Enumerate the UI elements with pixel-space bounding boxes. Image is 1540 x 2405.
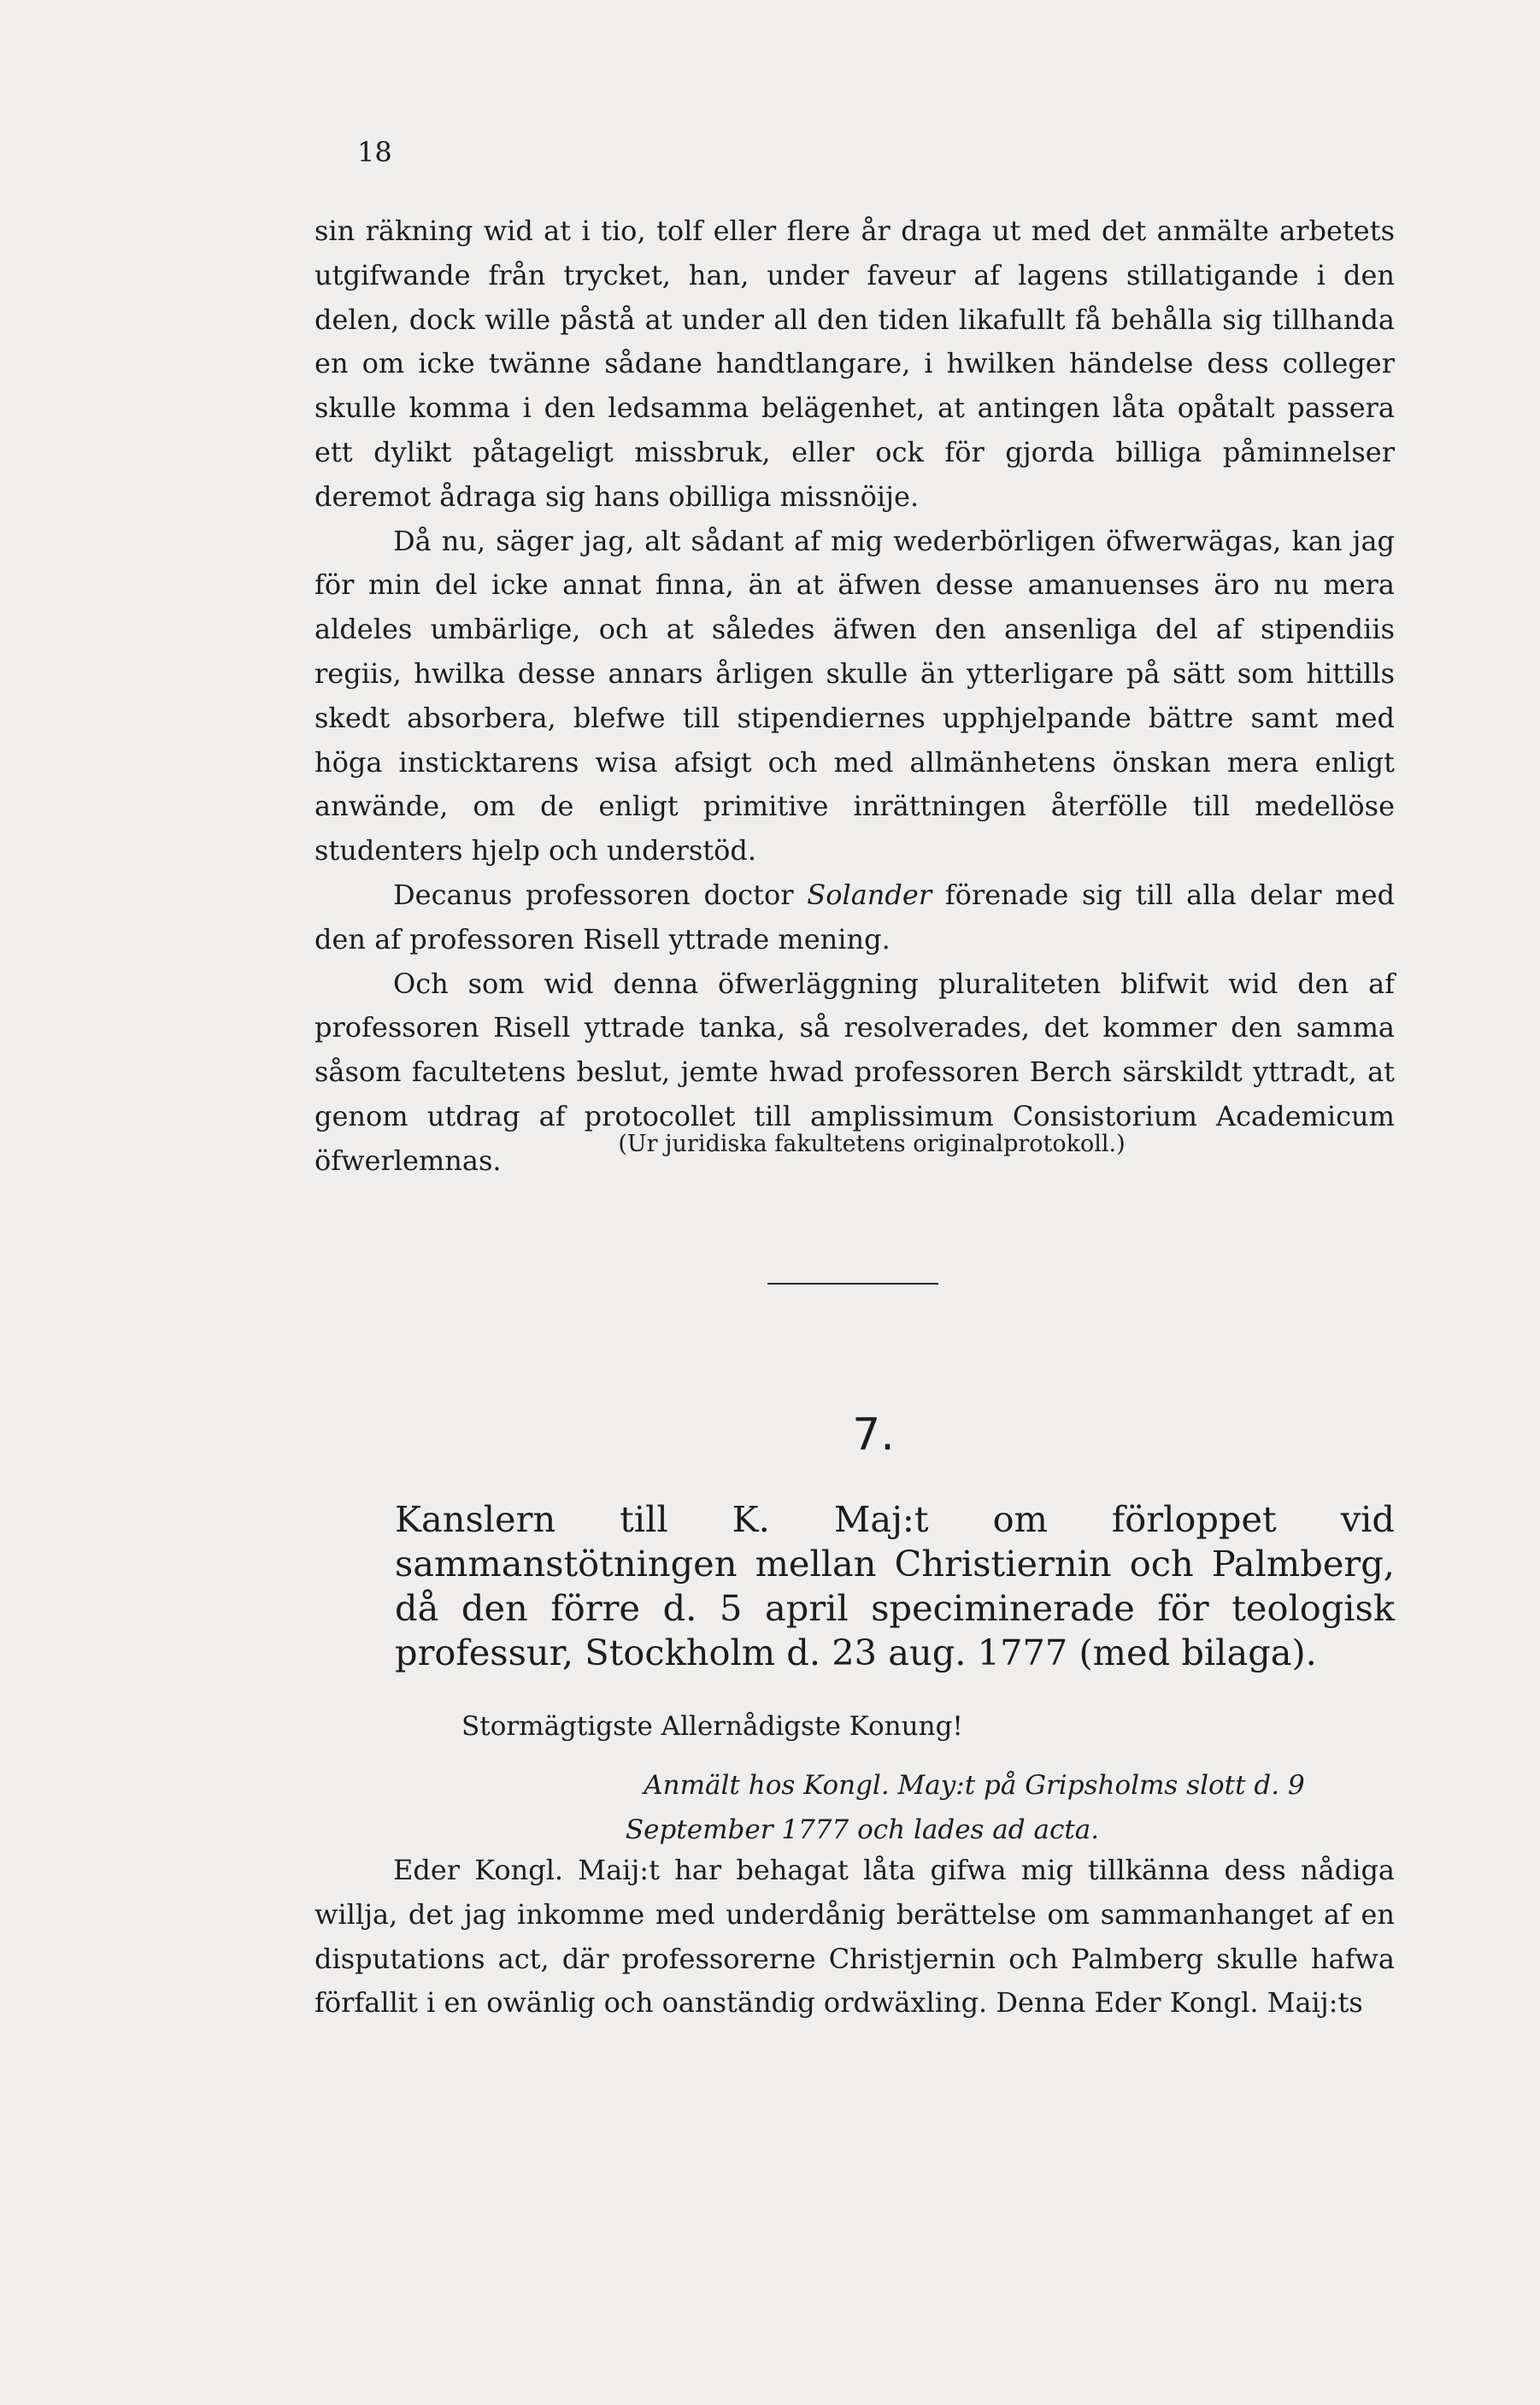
paragraph-text: Decanus professoren doctor xyxy=(393,878,808,911)
source-citation: (Ur juridiska fakultetens originalprotokoll.) xyxy=(618,1131,1126,1157)
letter-body xyxy=(314,1849,1395,2026)
registry-note-line: September 1777 och lades ad acta. xyxy=(625,1814,1100,1845)
paragraph-text: förenade sig till alla delar med den af professoren Risell yttrade mening. xyxy=(314,878,1396,956)
paragraph: Och som wid denna öfwerläggning pluraliteten blifwit wid den af professoren Risell yttrade tanka, så resolverades, det kommer den samma såsom facultetens beslut, jemte hwad professoren Berch särskildt yttradt, at genom utdrag af protocollet till amplissimum Consistorium Academicum öfwerlemnas. xyxy=(314,967,1395,1177)
document-heading: Kanslern till K. Maj:t om förloppet vid sammanstötningen mellan Christiernin och Palmberg, då den förre d. 5 april speciminerade för teologisk professur, Stockholm d. 23 aug. 1777 (med bilaga). xyxy=(395,1498,1395,1673)
registry-note xyxy=(314,1763,1395,1852)
paragraph xyxy=(314,873,1395,962)
registry-note-line: Anmält hos Kongl. May:t på Gripsholms slott d. 9 xyxy=(644,1770,1305,1801)
person-name: Solander xyxy=(807,878,932,911)
continued-text xyxy=(314,209,1395,1184)
section-divider xyxy=(767,1283,938,1285)
paragraph: Då nu, säger jag, alt sådant af mig wederbörligen öfwerwägas, kan jag för min del icke annat finna, än at äfwen desse amanuenses äro nu mera aldeles umbärlige, och at således äfwen den ansenliga del af stipendiis regiis, hwilka desse annars årligen skulle än ytterligare på sätt som hittills skedt absorbera, blefwe till stipendiernes upphjelpande bättre samt med höga insticktarens wisa afsigt och med allmänhetens önskan mera enligt anwände, om de enligt primitive inrättningen återfölle till medellöse studenters hjelp och understöd. xyxy=(314,524,1395,867)
paragraph: sin räkning wid at i tio, tolf eller flere år draga ut med det anmälte arbetets utgifwande från trycket, han, under faveur af lagens stillatigande i den delen, dock wille påstå at under all den tiden likafullt få behålla sig tillhanda en om icke twänne sådane handtlangare, i hwilken händelse dess colleger skulle komma i den ledsamma belägenhet, at antingen låta opåtalt passera ett dylikt påtageligt missbruk, eller ock för gjorda billiga påminnelser deremot ådraga sig hans obilliga missnöije. xyxy=(314,215,1395,513)
salutation: Stormägtigste Allernådigste Konung! xyxy=(461,1711,963,1742)
paragraph: Eder Kongl. Maij:t har behagat låta gifwa mig tillkänna dess nådiga willja, det jag inkomme med underdånig berättelse om sammanhanget af en disputations act, där professorerne Christjernin och Palmberg skulle hafwa förfallit i en owänlig och oanständig ordwäxling. Denna Eder Kongl. Maij:ts xyxy=(314,1854,1395,2020)
document-number: 7. xyxy=(852,1409,895,1461)
page-number: 18 xyxy=(357,136,392,168)
